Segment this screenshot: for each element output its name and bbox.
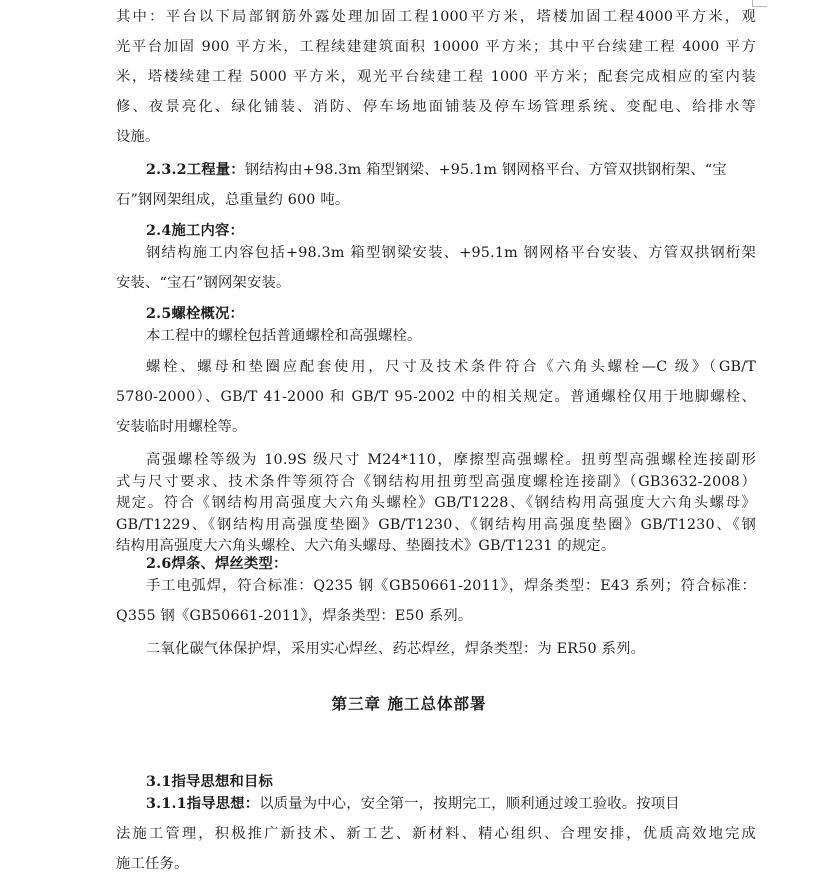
body-line: 螺栓、螺母和垫圈应配套使用，尺寸及技术条件符合《六角头螺栓—C 级》（GB/T: [146, 359, 756, 375]
body-line: 5780-2000）、GB/T 41-2000 和 GB/T 95-2002 中的相关规定。普通螺栓仅用于地脚螺栓、: [116, 389, 756, 405]
body-line: 手工电弧焊，符合标准：Q235 钢《GB50661-2011》，焊条类型：E43 系列；符合标准：: [146, 578, 756, 594]
body-line: GB/T1229、《钢结构用高强度垫圈》GB/T1230、《钢结构用高强度垫圈》GB/T1230、《钢: [116, 517, 756, 533]
quantity-paragraph-line: [146, 161, 756, 179]
body-line: 法施工管理，积极推广新技术、新工艺、新材料、精心组织、合理安排，优质高效地完成: [116, 826, 756, 842]
guiding-thought-line: [146, 795, 756, 813]
body-line: 米，塔楼续建工程 5000 平方米，观光平台续建工程 1000 平方米；配套完成相应的室内装: [116, 69, 756, 85]
body-line: 其中：平台以下局部钢筋外露处理加固工程1000平方米，塔楼加固工程4000平方米，观: [116, 9, 756, 25]
body-line: 本工程中的螺栓包括普通螺栓和高强螺栓。: [146, 328, 422, 344]
body-line: 设施。: [116, 129, 160, 145]
section-heading-2-4: 2.4施工内容：: [146, 223, 244, 239]
body-line: 钢结构施工内容包括+98.3m 箱型钢梁安装、+95.1m 钢网格平台安装、方管双拱钢桁架: [146, 245, 756, 261]
body-line: 规定。符合《钢结构用高强度大六角头螺栓》GB/T1228、《钢结构用高强度大六角头螺母》: [116, 495, 756, 511]
section-heading-2-5: 2.5螺栓概况：: [146, 306, 244, 322]
body-line: 结构用高强度大六角头螺栓、大六角头螺母、垫圈技术》GB/T1231 的规定。: [116, 538, 616, 554]
section-label-3-1-1: 3.1.1指导思想：: [146, 796, 260, 812]
body-line: 施工任务。: [116, 856, 189, 872]
body-line: 修、夜景亮化、绿化铺装、消防、停车场地面铺装及停车场管理系统、变配电、给排水等: [116, 99, 756, 115]
body-line: 光平台加固 900 平方米，工程续建建筑面积 10000 平方米；其中平台续建工程 4000 平方: [116, 39, 756, 55]
body-line: 二氧化碳气体保护焊，采用实心焊丝、药芯焊丝，焊条类型：为 ER50 系列。: [146, 641, 646, 657]
body-line: Q355 钢《GB50661-2011》，焊条类型：E50 系列。: [116, 608, 473, 624]
section-heading-3-1: 3.1指导思想和目标: [146, 774, 273, 790]
section-text: 钢结构由+98.3m 箱型钢梁、+95.1m 钢网格平台、方管双拱钢桁架、“宝: [244, 162, 727, 178]
body-line: 高强螺栓等级为 10.9S 级尺寸 M24*110，摩擦型高强螺栓。扭剪型高强螺栓连接副形: [146, 452, 756, 468]
section-label-2-3-2: 2.3.2工程量：: [146, 162, 245, 178]
body-line: 安装、“宝石”钢网架安装。: [116, 275, 291, 291]
page-corner-mark: [752, 0, 767, 7]
body-line: 安装临时用螺栓等。: [116, 419, 247, 435]
section-text: 以质量为中心，安全第一，按期完工，顺利通过竣工验收。按项目: [259, 796, 680, 812]
body-line: 石”钢网架组成，总重量约 600 吨。: [116, 192, 350, 208]
body-line: 式与尺寸要求、技术条件等须符合《钢结构用扭剪型高强度螺栓连接副》（GB3632-2008）: [116, 474, 756, 490]
section-heading-2-6: 2.6焊条、焊丝类型：: [146, 556, 288, 572]
chapter-title: 第三章 施工总体部署: [331, 694, 487, 713]
